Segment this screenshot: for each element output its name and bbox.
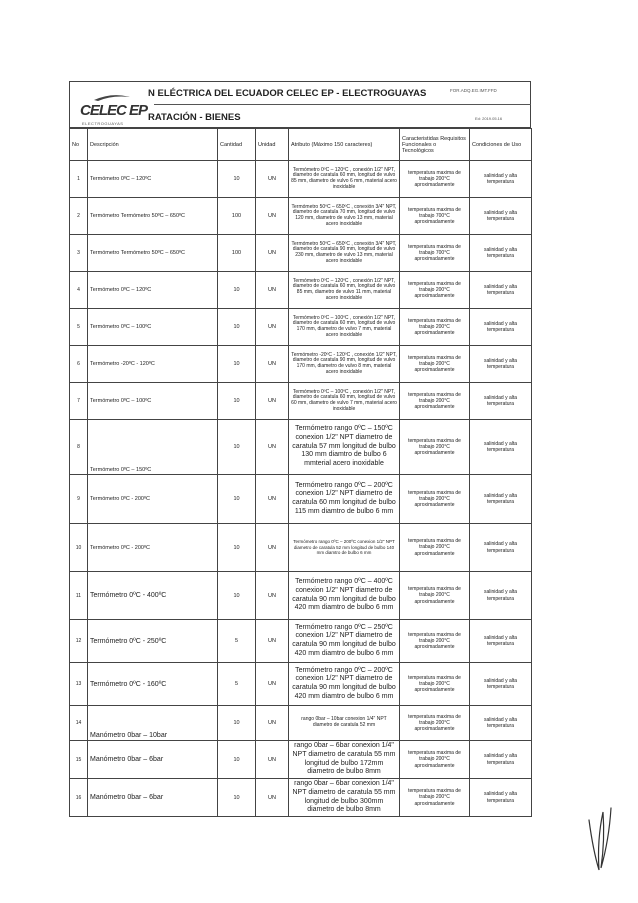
row-requirements: temperatura maxima de trabajo 200°C aproximadamente: [400, 706, 470, 741]
row-conditions: salinidad y alta temperatura: [470, 346, 532, 383]
row-unit: UN: [256, 620, 289, 663]
row-description: Termómetro 0ºC - 400ºC: [88, 572, 218, 620]
row-unit: UN: [256, 706, 289, 741]
row-attribute: Termómetro rango 0ºC – 200ºC conexion 1/2" NPT diametro de caratula 52 mm longitud de bulbo 140 mm diamtro de bulbo 6 mm: [289, 524, 400, 572]
table-row: [70, 235, 532, 272]
row-number: 12: [70, 620, 88, 663]
row-attribute: Termómetro 0ºC – 100ºC , conexión 1/2" NPT, diametro de caratula 60 mm, longitud de vulvo 170 mm, diametro de vulvo 7 mm, material acero inoxidable: [289, 309, 400, 346]
row-unit: UN: [256, 420, 289, 475]
row-number: 2: [70, 198, 88, 235]
col-header-requirements: Caracteristidas Requisitos Funcionales o Tecnológicos: [400, 129, 470, 161]
table-row: [70, 383, 532, 420]
table-row: [70, 346, 532, 383]
row-number: 13: [70, 663, 88, 706]
document-sheet: [69, 81, 531, 826]
row-conditions: salinidad y alta temperatura: [470, 161, 532, 198]
row-unit: UN: [256, 383, 289, 420]
row-conditions: salinidad y alta temperatura: [470, 383, 532, 420]
row-number: 7: [70, 383, 88, 420]
row-conditions: salinidad y alta temperatura: [470, 779, 532, 817]
row-conditions: salinidad y alta temperatura: [470, 309, 532, 346]
row-attribute: Termómetro rango 0ºC – 200ºC conexion 1/2" NPT diametro de caratula 60 mm longitud de bulbo 115 mm diamtro de bulbo 6 mm: [289, 475, 400, 524]
row-unit: UN: [256, 272, 289, 309]
row-conditions: salinidad y alta temperatura: [470, 198, 532, 235]
row-description: Termómetro 0ºC – 150ºC: [88, 420, 218, 475]
row-quantity: 100: [218, 198, 256, 235]
col-header-attribute: Atributo (Máximo 150 caracteres): [289, 129, 400, 161]
row-unit: UN: [256, 524, 289, 572]
row-description: Termómetro 0ºC - 200ºC: [88, 524, 218, 572]
row-unit: UN: [256, 663, 289, 706]
row-quantity: 5: [218, 663, 256, 706]
row-unit: UN: [256, 741, 289, 779]
row-quantity: 5: [218, 620, 256, 663]
row-description: Termómetro 0ºC - 200ºC: [88, 475, 218, 524]
row-description: Termómetro 0ºC – 120ºC: [88, 272, 218, 309]
row-conditions: salinidad y alta temperatura: [470, 663, 532, 706]
document-header: [69, 81, 531, 128]
row-conditions: salinidad y alta temperatura: [470, 272, 532, 309]
row-requirements: temperatura maxima de trabajo 200°C aproximadamente: [400, 741, 470, 779]
row-conditions: salinidad y alta temperatura: [470, 620, 532, 663]
document-subtitle: RATACIÓN - BIENES: [148, 112, 241, 123]
row-requirements: temperatura maxima de trabajo 200°C aproximadamente: [400, 620, 470, 663]
row-description: Termómetro 0ºC - 160ºC: [88, 663, 218, 706]
row-quantity: 10: [218, 346, 256, 383]
row-quantity: 10: [218, 475, 256, 524]
col-header-conditions: Condiciones de Uso: [470, 129, 532, 161]
row-quantity: 10: [218, 779, 256, 817]
table-row: [70, 420, 532, 475]
header-divider: [154, 104, 531, 105]
row-requirements: temperatura maxima de trabajo 700°C aproximadamente: [400, 198, 470, 235]
row-conditions: salinidad y alta temperatura: [470, 741, 532, 779]
row-unit: UN: [256, 475, 289, 524]
row-requirements: temperatura maxima de trabajo 200°C aproximadamente: [400, 420, 470, 475]
table-row: [70, 779, 532, 817]
row-description: Manómetro 0bar – 6bar: [88, 741, 218, 779]
row-quantity: 10: [218, 161, 256, 198]
row-attribute: Termómetro rango 0ºC – 200ºC conexion 1/2" NPT diametro de caratula 90 mm longitud de bulbo 420 mm diamtro de bulbo 6 mm: [289, 663, 400, 706]
row-requirements: temperatura maxima de trabajo 200°C aproximadamente: [400, 272, 470, 309]
row-quantity: 10: [218, 572, 256, 620]
row-requirements: temperatura maxima de trabajo 200°C aproximadamente: [400, 779, 470, 817]
row-attribute: Termómetro -20ºC - 120ºC , conexión 1/2" NPT, diametro de caratula 90 mm, longitud de vulvo 170 mm, diametro de vulvo 8 mm, material acero inoxidable: [289, 346, 400, 383]
table-row: [70, 161, 532, 198]
table-row: [70, 706, 532, 741]
document-title: N ELÉCTRICA DEL ECUADOR CELEC EP - ELECTROGUAYAS: [148, 88, 427, 99]
row-attribute: rango 0bar – 6bar conexion 1/4" NPT diametro de caratula 55 mm longitud de bulbo 172mm diametro de bulbo 8mm: [289, 741, 400, 779]
row-conditions: salinidad y alta temperatura: [470, 572, 532, 620]
row-requirements: temperatura maxima de trabajo 200°C aproximadamente: [400, 309, 470, 346]
row-conditions: salinidad y alta temperatura: [470, 706, 532, 741]
row-number: 3: [70, 235, 88, 272]
form-code: FOR.ADQ.EG.IMT.FFD: [450, 88, 497, 93]
row-requirements: temperatura maxima de trabajo 200°C aproximadamente: [400, 663, 470, 706]
row-requirements: temperatura maxima de trabajo 200°C aproximadamente: [400, 475, 470, 524]
edition-date: Ed: 2019.05.16: [475, 116, 503, 121]
row-description: Termómetro Termómetro 50ºC – 650ºC: [88, 235, 218, 272]
row-quantity: 10: [218, 420, 256, 475]
logo-subtext: ELECTROGUAYAS: [82, 121, 124, 126]
row-number: 14: [70, 706, 88, 741]
row-number: 6: [70, 346, 88, 383]
row-attribute: rango 0bar – 6bar conexion 1/4" NPT diametro de caratula 55 mm longitud de bulbo 300mm diametro de bulbo 8mm: [289, 779, 400, 817]
row-requirements: temperatura maxima de trabajo 200°C aproximadamente: [400, 383, 470, 420]
items-table: [69, 128, 532, 817]
col-header-unit: Unidad: [256, 129, 289, 161]
row-description: Manómetro 0bar – 10bar: [88, 706, 218, 741]
row-number: 1: [70, 161, 88, 198]
table-row: [70, 198, 532, 235]
table-row: [70, 741, 532, 779]
row-number: 15: [70, 741, 88, 779]
logo-swoosh-icon: [92, 94, 132, 102]
row-requirements: temperatura maxima de trabajo 200°C aproximadamente: [400, 524, 470, 572]
row-number: 5: [70, 309, 88, 346]
row-unit: UN: [256, 198, 289, 235]
col-header-quantity: Cantidad: [218, 129, 256, 161]
row-quantity: 10: [218, 706, 256, 741]
row-attribute: rango 0bar – 10bar conexion 1/4" NPT diametro de caratula 52 mm: [289, 706, 400, 741]
row-number: 9: [70, 475, 88, 524]
row-requirements: temperatura maxima de trabajo 200°C aproximadamente: [400, 161, 470, 198]
table-row: [70, 572, 532, 620]
row-description: Termómetro Termómetro 50ºC – 650ºC: [88, 198, 218, 235]
row-conditions: salinidad y alta temperatura: [470, 420, 532, 475]
row-attribute: Termómetro rango 0ºC – 250ºC conexion 1/2" NPT diametro de caratula 90 mm longitud de bulbo 420 mm diamtro de bulbo 6 mm: [289, 620, 400, 663]
row-quantity: 10: [218, 383, 256, 420]
row-description: Termómetro 0ºC – 120ºC: [88, 161, 218, 198]
handwritten-signature: [585, 800, 615, 875]
row-attribute: Termómetro 50ºC – 650ºC , conexión 3/4" NPT, diametro de caratula 90 mm, longitud de vulvo 230 mm, diametro de vulvo 13 mm, material acero inoxidable: [289, 235, 400, 272]
table-row: [70, 663, 532, 706]
row-number: 16: [70, 779, 88, 817]
row-description: Termómetro 0ºC – 100ºC: [88, 383, 218, 420]
row-number: 10: [70, 524, 88, 572]
table-row: [70, 620, 532, 663]
row-conditions: salinidad y alta temperatura: [470, 235, 532, 272]
row-attribute: Termómetro 0ºC – 120ºC , conexión 1/2" NPT, diametro de caratula 60 mm, longitud de vulvo 85 mm, diametro de vulvo 6 mm, material acero inoxidable: [289, 161, 400, 198]
table-row: [70, 475, 532, 524]
row-number: 4: [70, 272, 88, 309]
row-quantity: 10: [218, 524, 256, 572]
row-description: Manómetro 0bar – 6bar: [88, 779, 218, 817]
table-header-row: [70, 129, 532, 161]
row-unit: UN: [256, 161, 289, 198]
col-header-description: Descripción: [88, 129, 218, 161]
row-attribute: Termómetro 0ºC – 120ºC , conexión 1/2" NPT, diametro de caratula 60 mm, longitud de vulvo 85 mm, diametro de vulvo 11 mm, material acero inoxidable: [289, 272, 400, 309]
row-unit: UN: [256, 309, 289, 346]
table-row: [70, 272, 532, 309]
row-number: 11: [70, 572, 88, 620]
row-quantity: 10: [218, 272, 256, 309]
row-unit: UN: [256, 572, 289, 620]
logo-text: CELEC EP: [80, 102, 148, 119]
table-row: [70, 309, 532, 346]
row-unit: UN: [256, 779, 289, 817]
row-description: Termómetro 0ºC – 100ºC: [88, 309, 218, 346]
row-quantity: 10: [218, 309, 256, 346]
row-requirements: temperatura maxima de trabajo 200°C aproximadamente: [400, 346, 470, 383]
row-attribute: Termómetro 50ºC – 650ºC , conexión 3/4" NPT, diametro de caratula 70 mm, longitud de vulvo 120 mm, diametro de vulvo 13 mm, material acero inoxidable: [289, 198, 400, 235]
row-attribute: Termómetro rango 0ºC – 400ºC conexion 1/2" NPT diametro de caratula 90 mm longitud de bulbo 420 mm diamtro de bulbo 6 mm: [289, 572, 400, 620]
row-conditions: salinidad y alta temperatura: [470, 524, 532, 572]
row-unit: UN: [256, 235, 289, 272]
row-quantity: 10: [218, 741, 256, 779]
row-attribute: Termómetro rango 0ºC – 150ºC conexion 1/2" NPT diametro de caratula 57 mm longitud de bulbo 130 mm diamtro de bulbo 6 mmterial acero inoxidable: [289, 420, 400, 475]
row-description: Termómetro 0ºC - 250ºC: [88, 620, 218, 663]
row-unit: UN: [256, 346, 289, 383]
row-requirements: temperatura maxima de trabajo 200°C aproximadamente: [400, 572, 470, 620]
row-quantity: 100: [218, 235, 256, 272]
table-row: [70, 524, 532, 572]
row-attribute: Termómetro 0ºC – 100ºC , conexión 1/2" NPT, diametro de caratula 60 mm, longitud de vulvo 60 mm, diametro de vulvo 7 mm, material acero inoxidable: [289, 383, 400, 420]
row-number: 8: [70, 420, 88, 475]
row-conditions: salinidad y alta temperatura: [470, 475, 532, 524]
row-requirements: temperatura maxima de trabajo 700°C aproximadamente: [400, 235, 470, 272]
row-description: Termómetro -20ºC - 120ºC: [88, 346, 218, 383]
col-header-no: No: [70, 129, 88, 161]
company-logo: [80, 92, 155, 126]
